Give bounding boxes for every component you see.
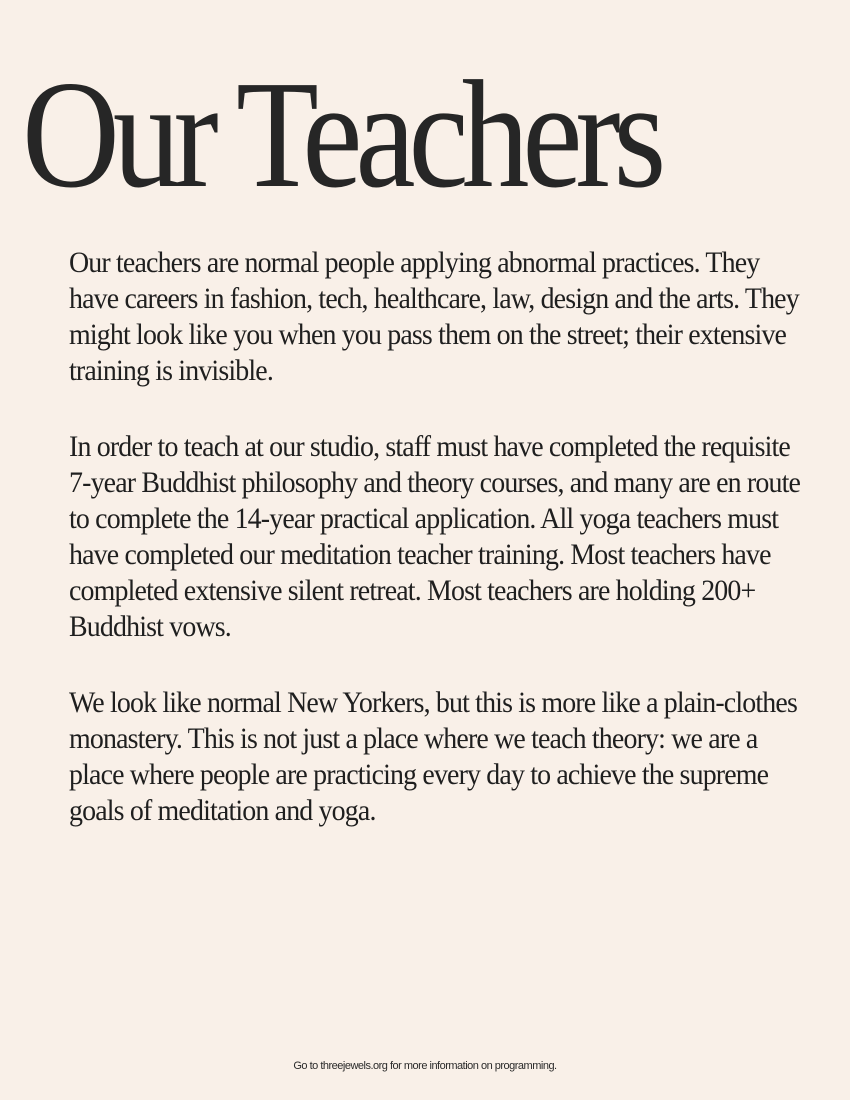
- body-text: [69, 245, 804, 869]
- page-title: Our Teachers: [22, 50, 660, 220]
- paragraph-teachers-normal-people: Our teachers are normal people applying abnormal practices. They have careers in fashion, tech, healthcare, law, design and the arts. They might look like you when you pass them on the street; their extensive training is invisible.: [69, 246, 799, 387]
- footer-note: Go to threejewels.org for more information on programming.: [293, 1060, 557, 1072]
- paragraph-plain-clothes-monastery: We look like normal New Yorkers, but this is more like a plain-clothes monastery. This is not just a place where we teach theory: we are a place where people are practicing every day to achieve the supreme goals of meditation and yoga.: [69, 686, 797, 827]
- paragraph-teacher-requirements: In order to teach at our studio, staff must have completed the requisite 7-year Buddhist philosophy and theory courses, and many are en route to complete the 14-year practical application. All yoga teachers must have completed our meditation teacher training. Most teachers have completed extensive silent retreat. Most teachers are holding 200+ Buddhist vows.: [69, 430, 801, 643]
